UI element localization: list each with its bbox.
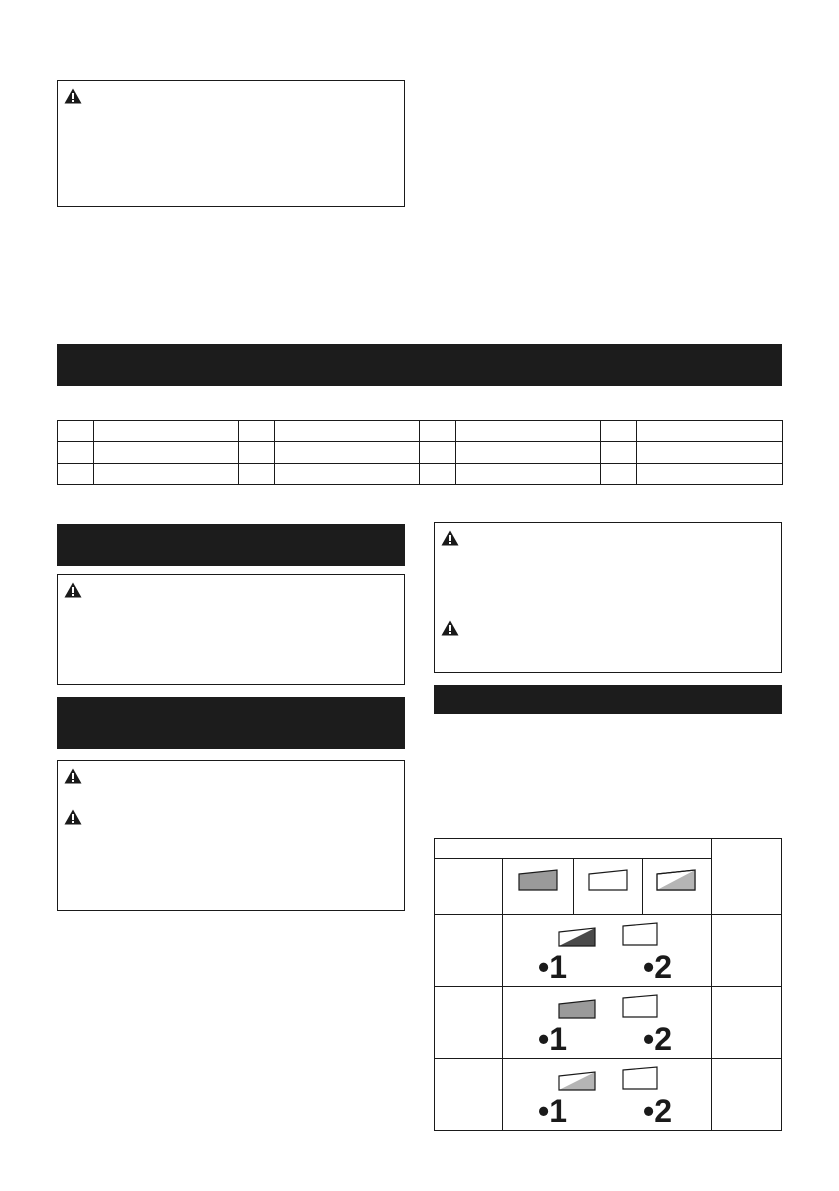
lamp-blinking-icon bbox=[558, 927, 596, 947]
lamp-lit-icon bbox=[518, 869, 558, 891]
section-heading-bar-main bbox=[57, 344, 782, 386]
battery-1-label: •1 bbox=[538, 1093, 567, 1129]
section-heading-bar-left-2 bbox=[57, 697, 405, 749]
lamp-blinking-icon bbox=[558, 1071, 596, 1091]
section-heading-bar-right bbox=[434, 685, 782, 714]
table-row bbox=[58, 463, 783, 484]
table-row bbox=[58, 421, 783, 442]
battery-2-label: •2 bbox=[643, 1021, 672, 1057]
warning-box-left-2 bbox=[57, 760, 405, 911]
warning-triangle-icon bbox=[441, 620, 459, 636]
warning-box-right bbox=[434, 522, 782, 673]
warning-box-top bbox=[57, 80, 405, 207]
parts-description-table bbox=[57, 420, 783, 485]
battery-1-label: •1 bbox=[538, 1021, 567, 1057]
lamp-lit-icon bbox=[558, 999, 596, 1019]
lamp-off-icon bbox=[588, 869, 628, 891]
lamp-off-icon bbox=[622, 1066, 658, 1090]
battery-indicator-table bbox=[434, 838, 782, 1131]
lamp-off-icon bbox=[622, 994, 658, 1018]
table-row bbox=[58, 442, 783, 463]
battery-1-label: •1 bbox=[538, 949, 567, 985]
lamp-off-icon bbox=[622, 922, 658, 946]
battery-2-label: •2 bbox=[643, 1093, 672, 1129]
section-heading-bar-left-1 bbox=[57, 524, 405, 566]
warning-triangle-icon bbox=[64, 768, 82, 784]
warning-triangle-icon bbox=[441, 530, 459, 546]
battery-2-label: •2 bbox=[643, 949, 672, 985]
warning-triangle-icon bbox=[64, 809, 82, 825]
warning-triangle-icon bbox=[64, 582, 82, 598]
warning-box-left-1 bbox=[57, 574, 405, 685]
warning-triangle-icon bbox=[64, 88, 82, 104]
lamp-blinking-icon bbox=[656, 869, 696, 891]
